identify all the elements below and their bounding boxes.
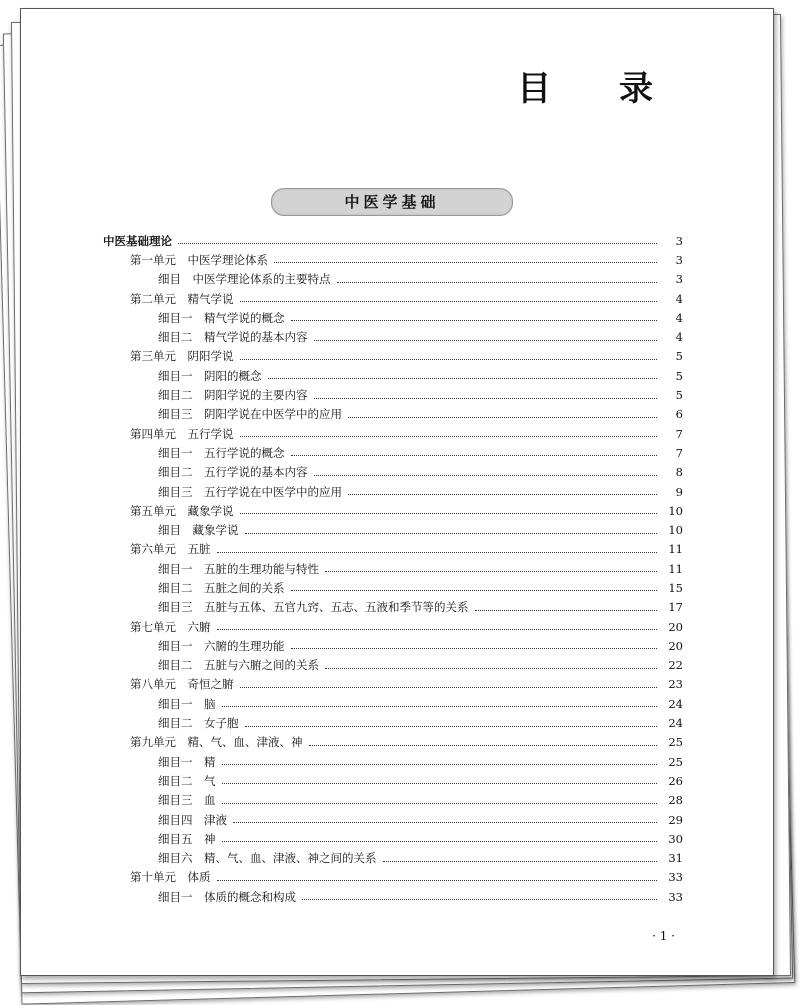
toc-entry[interactable] bbox=[103, 443, 683, 462]
toc-entry-page: 20 bbox=[668, 619, 683, 634]
toc-page bbox=[20, 8, 774, 976]
toc-entry-page: 23 bbox=[668, 677, 683, 692]
toc-entry[interactable] bbox=[103, 308, 683, 327]
toc-entry[interactable] bbox=[103, 327, 683, 346]
toc-entry[interactable] bbox=[103, 849, 683, 868]
toc-entry-page: 33 bbox=[668, 889, 683, 904]
toc-entry-page: 26 bbox=[668, 773, 683, 788]
dot-leader bbox=[302, 899, 657, 900]
dot-leader bbox=[245, 726, 658, 727]
toc-entry-page: 4 bbox=[675, 310, 683, 325]
toc-entry-page: 5 bbox=[675, 368, 683, 383]
toc-entry[interactable] bbox=[103, 578, 683, 597]
dot-leader bbox=[325, 668, 657, 669]
toc-entry-page: 6 bbox=[675, 407, 683, 422]
dot-leader bbox=[291, 455, 658, 456]
dot-leader bbox=[233, 822, 657, 823]
toc-entry-label: 细目三 五行学说在中医学中的应用 bbox=[158, 484, 342, 499]
toc-entry-label: 细目二 五行学说的基本内容 bbox=[158, 465, 308, 480]
toc-entry-label: 第四单元 五行学说 bbox=[130, 426, 234, 441]
toc-entry[interactable] bbox=[103, 405, 683, 424]
dot-leader bbox=[348, 417, 657, 418]
toc-entry-label: 细目 中医学理论体系的主要特点 bbox=[158, 272, 331, 287]
toc-entry-page: 4 bbox=[675, 330, 683, 345]
section-banner: 中医学基础 bbox=[271, 188, 513, 216]
toc-entry-label: 第一单元 中医学理论体系 bbox=[130, 252, 268, 267]
dot-leader bbox=[240, 687, 658, 688]
dot-leader bbox=[222, 706, 658, 707]
toc-entry[interactable] bbox=[103, 366, 683, 385]
page-number: · 1 · bbox=[652, 929, 675, 943]
toc-entry-label: 细目三 血 bbox=[158, 793, 216, 808]
toc-entry-page: 7 bbox=[675, 426, 683, 441]
toc-entry-page: 8 bbox=[675, 465, 683, 480]
dot-leader bbox=[337, 282, 658, 283]
toc-entry-label: 细目一 体质的概念和构成 bbox=[158, 889, 296, 904]
dot-leader bbox=[240, 513, 658, 514]
toc-entry-label: 细目 藏象学说 bbox=[158, 523, 239, 538]
toc-entry-page: 17 bbox=[668, 600, 683, 615]
toc-entry-label: 第二单元 精气学说 bbox=[130, 291, 234, 306]
toc-entry-page: 3 bbox=[675, 272, 683, 287]
toc-entry-page: 5 bbox=[675, 388, 683, 403]
toc-entry-label: 细目一 脑 bbox=[158, 696, 216, 711]
toc-entry[interactable] bbox=[103, 598, 683, 617]
toc-entry-page: 10 bbox=[668, 523, 683, 538]
dot-leader bbox=[325, 571, 657, 572]
toc-entry-label: 细目二 五脏之间的关系 bbox=[158, 580, 285, 595]
dot-leader bbox=[291, 320, 658, 321]
toc-entry[interactable] bbox=[103, 810, 683, 829]
toc-entry-page: 20 bbox=[668, 638, 683, 653]
toc-entry[interactable] bbox=[103, 636, 683, 655]
dot-leader bbox=[245, 533, 658, 534]
toc-entry[interactable] bbox=[103, 463, 683, 482]
dot-leader bbox=[314, 475, 658, 476]
toc-entry-label: 中医基础理论 bbox=[103, 233, 172, 248]
toc-entry-label: 细目一 精 bbox=[158, 754, 216, 769]
toc-entry[interactable] bbox=[103, 829, 683, 848]
toc-entry[interactable] bbox=[103, 385, 683, 404]
dot-leader bbox=[291, 648, 658, 649]
dot-leader bbox=[383, 861, 658, 862]
toc-entry-label: 细目二 五脏与六腑之间的关系 bbox=[158, 658, 319, 673]
toc-entry[interactable] bbox=[103, 501, 683, 520]
dot-leader bbox=[217, 629, 658, 630]
toc-entry-page: 24 bbox=[668, 716, 683, 731]
dot-leader bbox=[240, 301, 658, 302]
toc-entry[interactable] bbox=[103, 520, 683, 539]
toc-entry-label: 第三单元 阴阳学说 bbox=[130, 349, 234, 364]
toc-entry[interactable] bbox=[103, 559, 683, 578]
toc-entry-page: 22 bbox=[668, 658, 683, 673]
toc-entry-label: 细目一 六腑的生理功能 bbox=[158, 638, 285, 653]
toc-entry-label: 第八单元 奇恒之腑 bbox=[130, 677, 234, 692]
toc-entry-label: 细目五 神 bbox=[158, 831, 216, 846]
toc-entry[interactable] bbox=[103, 733, 683, 752]
toc-entry-label: 细目一 阴阳的概念 bbox=[158, 368, 262, 383]
dot-leader bbox=[348, 494, 657, 495]
dot-leader bbox=[240, 436, 658, 437]
toc-entry-page: 7 bbox=[675, 445, 683, 460]
dot-leader bbox=[178, 243, 657, 244]
dot-leader bbox=[222, 764, 658, 765]
toc-entry-page: 30 bbox=[668, 831, 683, 846]
toc-entry-page: 9 bbox=[675, 484, 683, 499]
toc-entry-page: 33 bbox=[668, 870, 683, 885]
toc-entry[interactable] bbox=[103, 482, 683, 501]
toc-entry[interactable] bbox=[103, 694, 683, 713]
toc-entry-page: 29 bbox=[668, 812, 683, 827]
toc-entry-page: 28 bbox=[668, 793, 683, 808]
toc-entry-label: 细目二 气 bbox=[158, 773, 216, 788]
toc-entry-label: 细目一 五行学说的概念 bbox=[158, 445, 285, 460]
toc-entry-label: 细目二 阴阳学说的主要内容 bbox=[158, 388, 308, 403]
dot-leader bbox=[274, 262, 657, 263]
dot-leader bbox=[291, 590, 658, 591]
toc-entry-page: 3 bbox=[675, 233, 683, 248]
toc-entry[interactable] bbox=[103, 656, 683, 675]
toc-entry[interactable] bbox=[103, 675, 683, 694]
toc-entry-label: 细目一 精气学说的概念 bbox=[158, 310, 285, 325]
toc-entry-page: 25 bbox=[668, 735, 683, 750]
toc-entry[interactable] bbox=[103, 791, 683, 810]
toc-entry-page: 11 bbox=[668, 542, 683, 557]
toc-entry-label: 细目一 五脏的生理功能与特性 bbox=[158, 561, 319, 576]
toc-entry-page: 10 bbox=[668, 503, 683, 518]
toc-entry[interactable] bbox=[103, 231, 683, 250]
toc-entry[interactable] bbox=[103, 617, 683, 636]
toc-entry-page: 25 bbox=[668, 754, 683, 769]
toc-entry[interactable] bbox=[103, 752, 683, 771]
toc-entry[interactable] bbox=[103, 424, 683, 443]
toc-entry-label: 第六单元 五脏 bbox=[130, 542, 211, 557]
toc-entry-page: 5 bbox=[675, 349, 683, 364]
toc-entry[interactable] bbox=[103, 868, 683, 887]
toc-entry[interactable] bbox=[103, 289, 683, 308]
toc-entry-label: 细目二 精气学说的基本内容 bbox=[158, 330, 308, 345]
toc-entry[interactable] bbox=[103, 347, 683, 366]
toc-entry-page: 24 bbox=[668, 696, 683, 711]
dot-leader bbox=[475, 610, 658, 611]
dot-leader bbox=[217, 880, 658, 881]
toc-entry-label: 第十单元 体质 bbox=[130, 870, 211, 885]
toc-entry[interactable] bbox=[103, 771, 683, 790]
toc-entry-page: 11 bbox=[668, 561, 683, 576]
toc-entry-label: 细目四 津液 bbox=[158, 812, 227, 827]
toc-entry[interactable] bbox=[103, 713, 683, 732]
toc-entry-label: 第五单元 藏象学说 bbox=[130, 503, 234, 518]
dot-leader bbox=[314, 340, 658, 341]
dot-leader bbox=[222, 841, 658, 842]
toc-entry-label: 细目六 精、气、血、津液、神之间的关系 bbox=[158, 851, 377, 866]
toc-entry-page: 4 bbox=[675, 291, 683, 306]
toc-entry-label: 细目三 阴阳学说在中医学中的应用 bbox=[158, 407, 342, 422]
table-of-contents bbox=[103, 231, 683, 906]
dot-leader bbox=[309, 745, 658, 746]
toc-entry-page: 3 bbox=[675, 252, 683, 267]
toc-entry[interactable] bbox=[103, 540, 683, 559]
dot-leader bbox=[314, 398, 658, 399]
dot-leader bbox=[217, 552, 658, 553]
toc-entry-label: 第九单元 精、气、血、津液、神 bbox=[130, 735, 303, 750]
dot-leader bbox=[222, 783, 658, 784]
toc-entry[interactable] bbox=[103, 250, 683, 269]
dot-leader bbox=[240, 359, 658, 360]
toc-entry[interactable] bbox=[103, 887, 683, 906]
toc-entry-page: 15 bbox=[668, 580, 683, 595]
toc-entry-page: 31 bbox=[668, 851, 683, 866]
toc-entry[interactable] bbox=[103, 270, 683, 289]
dot-leader bbox=[222, 803, 658, 804]
page-title: 目 录 bbox=[517, 69, 681, 109]
dot-leader bbox=[268, 378, 658, 379]
toc-entry-label: 细目三 五脏与五体、五官九窍、五志、五液和季节等的关系 bbox=[158, 600, 469, 615]
toc-entry-label: 第七单元 六腑 bbox=[130, 619, 211, 634]
toc-entry-label: 细目二 女子胞 bbox=[158, 716, 239, 731]
